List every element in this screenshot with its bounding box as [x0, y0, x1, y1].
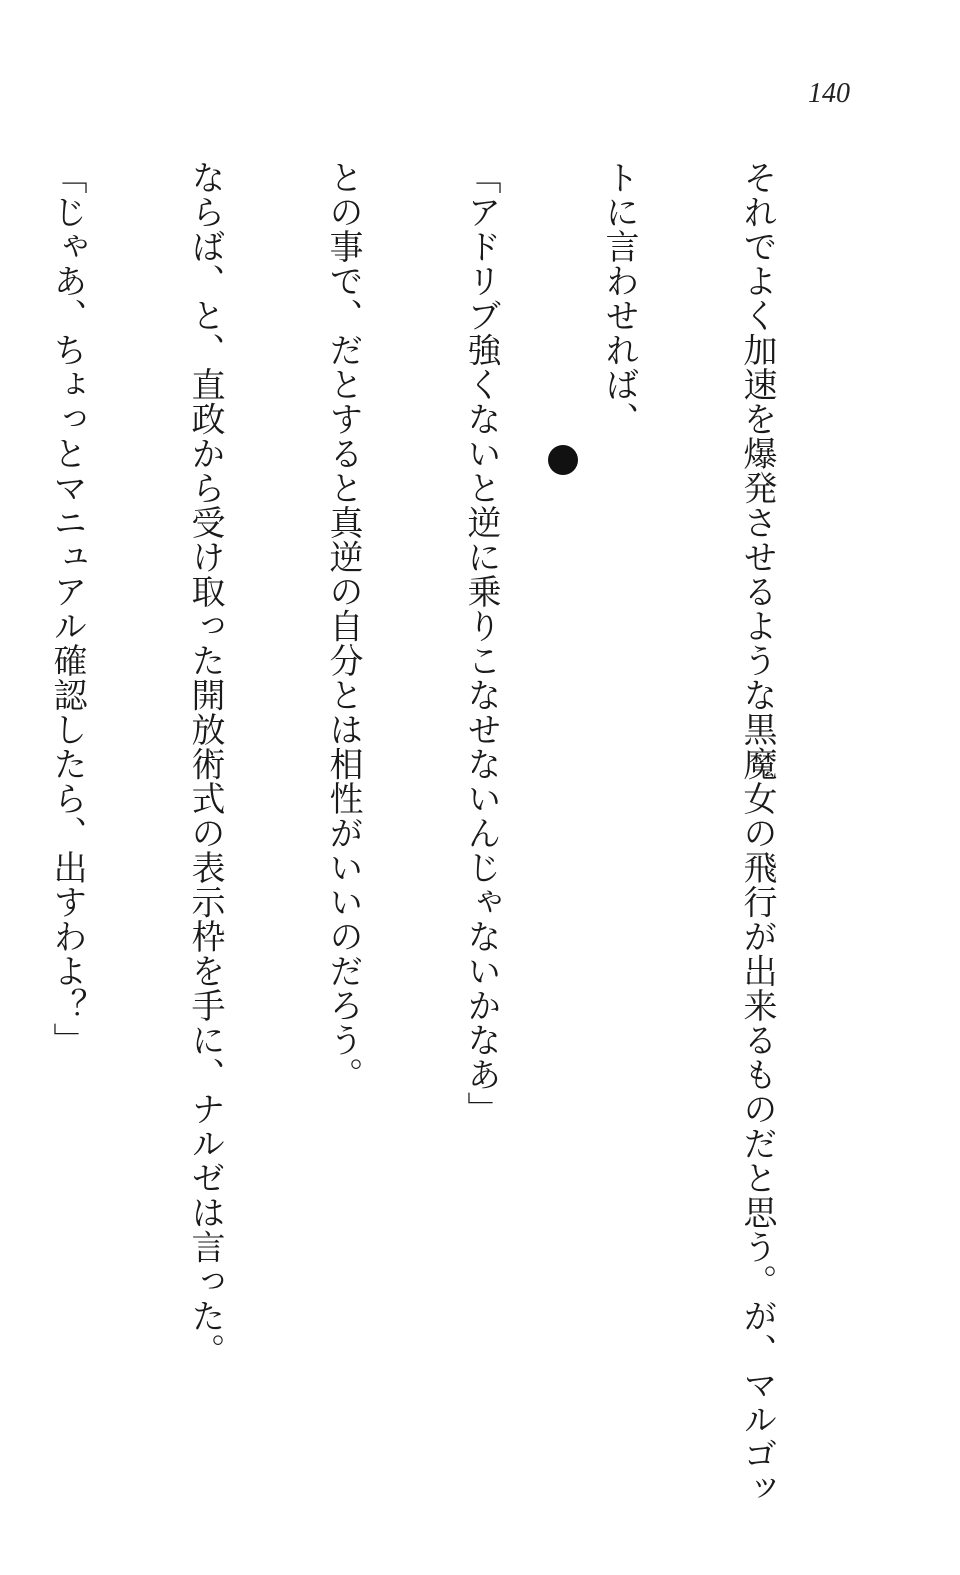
- text-line: ならば、と、直政から受け取った開放術式の表示枠を手に、ナルゼは言った。: [185, 160, 225, 1368]
- text-line: 「じゃあ、ちょっとマニュアル確認したら、出すわよ？」: [47, 160, 87, 1057]
- text-line: 「アドリブ強くないと逆に乗りこなせないんじゃないかなあ」: [461, 160, 501, 1126]
- page-number: 140: [808, 78, 850, 109]
- body-text: [0, 160, 872, 1506]
- text-line: トに言わせれば、: [599, 160, 639, 436]
- text-line: との事で、だとすると真逆の自分とは相性がいいのだろう。: [323, 160, 363, 1092]
- text-line: それでよく加速を爆発させるような黒魔女の飛行が出来るものだと思う。が、マルゴッ: [737, 160, 777, 1506]
